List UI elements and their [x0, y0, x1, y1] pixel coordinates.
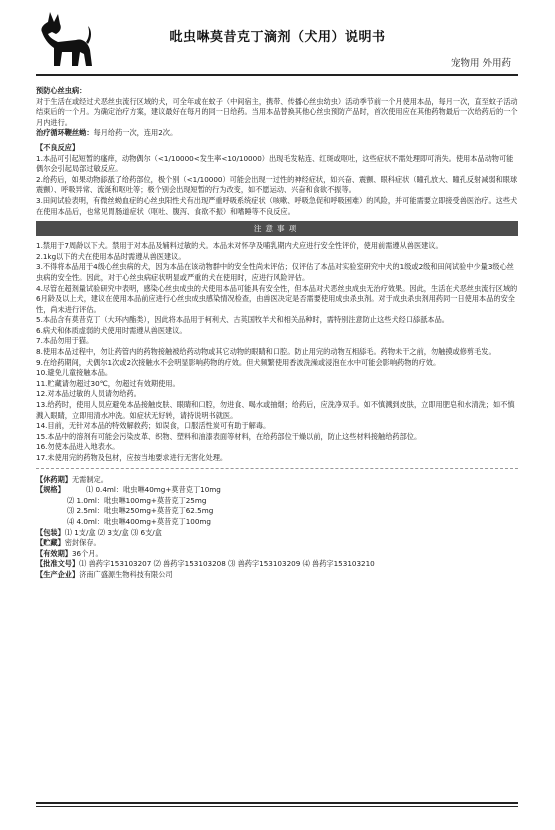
notice-item: 12.对本品过敏的人员请勿给药。 — [36, 389, 141, 399]
notice-item: 6.病犬和体质虚弱的犬使用时需遵从兽医建议。 — [36, 325, 187, 335]
withdrawal-row — [36, 475, 518, 486]
notice-item: 13.给药时，使用人员应避免本品接触皮肤、眼睛和口腔，勿进食、喝水或抽烟；给药后，应洗净双手。如不慎溅到皮肤，立即用肥皂和水清洗；如不慎溅入眼睛，立即用清水冲洗。如症状无好转，请持说明书就医。 — [36, 400, 515, 420]
notice-item: 5.本品含有莫昔克丁（大环内酯类），因此将本品用于柯利犬、古英国牧羊犬和相关品种时，需特别注意防止这些犬经口舔舐本品。 — [36, 315, 449, 325]
notice-item: 17.未使用完的药物及包材，应按当地要求进行无害化处理。 — [36, 453, 228, 462]
storage-value: 密封保存。 — [64, 538, 101, 548]
spec-row — [36, 485, 518, 496]
notice-item: 14.目前，无针对本品的特效解救药；如误食，口服活性炭可有助于解毒。 — [36, 421, 271, 431]
prevention-heading: 预防心丝虫病： — [36, 86, 87, 95]
manufacturer-row — [36, 570, 518, 581]
package-label: 【包装】 — [36, 527, 65, 537]
expiry-row — [36, 549, 518, 560]
adverse-item: 3.田间试验表明，有微丝蚴血症的心丝虫阳性犬有出现严重呼吸系统症状（咳嗽、呼吸急促和呼吸困难）的风险，并可能需要立即接受兽医治疗。这些犬在使用本品后，也常见胃肠道症状（呕吐、腹泻、食欲不振）和嗜睡等不良反应。 — [36, 195, 518, 216]
approval-value: ⑴ 兽药字153103207 ⑵ 兽药字153103208 ⑶ 兽药字153103209 ⑷ 兽药字153103210 — [79, 559, 375, 569]
spec-label: 【规格】 — [36, 485, 65, 495]
treatment-cycle-text: 每月给药一次，连用2次。 — [93, 128, 178, 138]
footer-divider — [36, 802, 518, 804]
notice-title-bar: 注意事项 — [36, 221, 518, 236]
prevention-text: 对于生活在或经过犬恶丝虫流行区域的犬，可全年或在蚊子（中间宿主，携带、传播心丝虫幼虫）活动季节前一个月使用本品，每月一次，直至蚊子活动结束后的一个月。为确定治疗方案，建议最好在每月的同一日给药。当用本品替换其他心丝虫预防产品时，首次使用应在其他药物最后一次给药后的一个月内进行。 — [36, 96, 518, 127]
withdrawal-label: 【休药期】 — [36, 474, 72, 484]
notice-item: 15.本品中的溶剂有可能会污染皮革、织物、塑料和油漆表面等材料，在给药部位干燥以前，防止这些材料接触给药部位。 — [36, 431, 422, 441]
notice-item: 7.本品勿用于猫。 — [36, 336, 94, 346]
section-divider — [36, 468, 518, 469]
document-subtitle: 宠物用 外用药 — [450, 58, 511, 69]
leaflet-content — [36, 86, 518, 581]
treatment-cycle-label: 治疗循环鞭丝蚴： — [36, 128, 94, 138]
package-value: ⑴ 1支/盒 ⑵ 3支/盒 ⑶ 6支/盒 — [64, 527, 162, 537]
notice-item: 3.不得将本品用于4级心丝虫病的犬，因为本品在该动物群中的安全性尚未评估；仅评估了本品对实验室研究中犬的1级或2级和田间试验中少量3级心丝虫病的安全性。因此，对于心丝虫病症状明显或严重的犬在使用时，应进行风险评估。 — [36, 262, 514, 282]
expiry-label: 【有效期】 — [36, 548, 72, 558]
notice-item: 2.1kg以下的犬在使用本品时需遵从兽医建议。 — [36, 251, 186, 261]
approval-row — [36, 559, 518, 570]
adverse-heading: 【不良反应】 — [36, 142, 80, 152]
notice-item: 1.禁用于7周龄以下犬。禁用于对本品及辅料过敏的犬。本品未对怀孕及哺乳期内犬应进行安全性评价，使用前需遵从兽医建议。 — [36, 241, 443, 251]
notice-item: 4.尽管在超剂量试验研究中表明，感染心丝虫成虫的犬使用本品可能具有安全性，但本品对犬恶丝虫成虫无治疗效果。因此，生活在犬恶丝虫流行区域的6月龄及以上犬，建议在使用本品前应进行心丝虫成虫感染情况检查，由兽医决定是否需要使用成虫杀虫剂。对于成虫杀虫剂用药同一日使用本品的安全性，尚未进行评估。 — [36, 283, 518, 314]
footer-divider-thin — [36, 806, 518, 807]
approval-label: 【批准文号】 — [36, 559, 80, 569]
expiry-value: 36个月。 — [71, 548, 103, 558]
manufacturer-value: 济南广盛源生物科技有限公司 — [79, 569, 173, 579]
manufacturer-label: 【生产企业】 — [36, 569, 80, 579]
notice-item: 16.勿使本品进入地表水。 — [36, 442, 120, 452]
treatment-cycle — [36, 128, 518, 139]
header-divider — [36, 74, 518, 76]
storage-row — [36, 538, 518, 549]
spec-item: ⑶ 2.5ml：吡虫啉250mg+莫昔克丁62.5mg — [67, 506, 214, 516]
notice-item: 8.使用本品过程中，勿让药管内的药物接触被给药动物或其它动物的眼睛和口腔。防止用完的动物互相舔毛。药物未干之前，勿触摸或修剪毛发。 — [36, 347, 496, 357]
spec-item: ⑴ 0.4ml：吡虫啉40mg+莫昔克丁10mg — [86, 485, 221, 495]
notice-item: 11.贮藏请勿超过30℃，勿超过有效期使用。 — [36, 378, 180, 388]
spec-item: ⑵ 1.0ml：吡虫啉100mg+莫昔克丁25mg — [67, 495, 207, 505]
spec-item: ⑷ 4.0ml：吡虫啉400mg+莫昔克丁100mg — [67, 516, 211, 526]
adverse-item: 2.给药后，如果动物舔舐了给药部位，极个别（<1/10000）可能会出现一过性的神经症状，如兴奋、震颤、眼科症状（瞳孔放大、瞳孔反射减弱和眼球震颤）、呼吸异常、流涎和呕吐等；极个别会出现短暂的行为改变，如不愿运动、兴奋和食欲不振等。 — [36, 174, 518, 195]
package-row — [36, 528, 518, 539]
adverse-item: 1.本品可引起短暂的瘙痒，动物偶尔（<1/10000<发生率<10/10000）出现毛发粘连、红斑或呕吐，这些症状不需处理即可消失。使用本品动物可能偶尔会引起局部过敏反应。 — [36, 153, 514, 174]
withdrawal-value: 无需制定。 — [71, 474, 108, 484]
storage-label: 【贮藏】 — [36, 538, 65, 548]
notice-item: 9.在给药期间，犬偶尔1次或2次接触水不会明显影响药物的疗效。但犬频繁使用香波洗澡或浸泡在水中可能会影响药物的疗效。 — [36, 357, 441, 367]
notice-item: 10.避免儿童接触本品。 — [36, 368, 113, 378]
document-title: 吡虫啉莫昔克丁滴剂（犬用）说明书 — [169, 30, 386, 45]
